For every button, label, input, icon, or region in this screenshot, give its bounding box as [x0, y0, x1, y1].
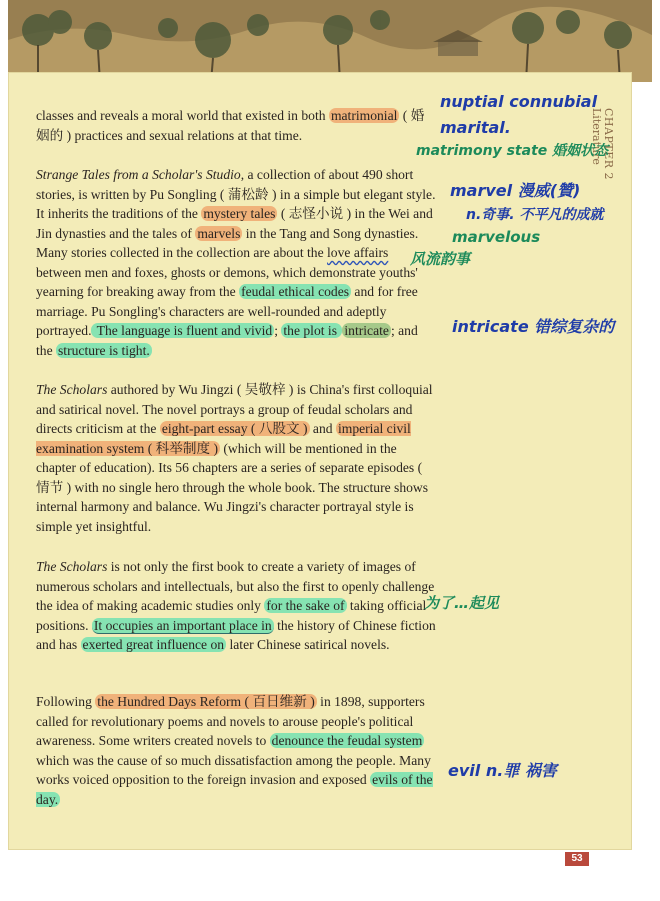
text-run: is not only the first book to create a variety of images of numerous scholars and intellectuals, but also the first to openly challenge the idea of making academic studies only	[36, 559, 435, 613]
text-run: between men and foxes, ghosts or demons, which demonstrate youths' yearning for breaking away from the	[36, 264, 418, 299]
handwritten-note-evil: evil n.罪 祸害	[448, 761, 557, 780]
handwritten-note-marvel: marvel 漫威(贊)	[450, 181, 581, 200]
text-run: ; and the	[36, 323, 418, 358]
header-painting-banner	[8, 0, 652, 82]
handwritten-note-for-the-sake-of: 为了…起见	[424, 594, 500, 612]
highlight-feudal-ethical-codes: feudal ethical codes	[241, 284, 350, 299]
book-title: The Scholars	[36, 559, 108, 574]
highlight-evils-of-the-day: evils of the day.	[36, 772, 433, 807]
highlight-intricate: intricate	[344, 323, 389, 338]
text-run: in the Tang and Song dynasties. Many stories collected in the collection are about the	[36, 225, 419, 260]
highlight-plot: the plot is	[283, 323, 341, 338]
text-run: authored by Wu Jingzi ( 吴敬梓 ) is China's first colloquial and satirical novel. The novel portrays a group of feudal scholars and directs criticism at the	[36, 382, 433, 436]
handwritten-note-marital: marital.	[440, 118, 511, 137]
highlight-imperial-exam: imperial civil examination system ( 科举制度 )	[36, 421, 411, 456]
text-run: classes and reveals a moral world that existed in both	[36, 108, 329, 123]
text-run: ( 婚姻的 ) practices and sexual relations at that time.	[36, 108, 425, 143]
text-run: (which will be mentioned in the chapter of education). Its 56 chapters are a series of separate episodes ( 情节 ) with no single hero through the whole book. The structure shows internal harmony and balance. Wu Jingzi's character portrayal style is simple yet insightful.	[36, 440, 429, 534]
handwritten-note-intricate: intricate 错综复杂的	[452, 317, 615, 336]
underline-love-affairs: love affairs	[327, 245, 389, 260]
text-run: ;	[274, 323, 282, 338]
text-run: and for free marriage. Pu Songling's characters are well-rounded and adeptly portrayed.	[36, 284, 418, 338]
text-run: later Chinese satirical novels.	[226, 637, 390, 652]
page-number-badge: 53	[565, 852, 589, 866]
chapter-label: CHAPTER 2	[602, 108, 615, 180]
text-run: in 1898, supporters called for revolutionary poems and novels to arouse people's political awareness. Some writers created novels to	[36, 694, 425, 748]
highlight-marvels: marvels	[197, 225, 241, 241]
highlight-structure-tight: structure is tight.	[58, 342, 150, 358]
highlight-eight-part-essay: eight-part essay ( 八股文 )	[161, 421, 308, 436]
handwritten-note-marvel-meaning: n.奇事. 不平凡的成就	[466, 207, 604, 223]
text-run: ( 志怪小说 ) in the Wei and Jin dynasties and the tales of	[36, 206, 433, 241]
chapter-section-label: Literature	[590, 108, 603, 165]
highlight-important-place: It occupies an important place in	[93, 617, 272, 633]
paragraph-the-scholars-1	[36, 380, 436, 536]
handwritten-note-nuptial: nuptial connubial	[440, 92, 598, 111]
paragraph-strange-tales	[36, 165, 436, 360]
highlight-matrimonial: matrimonial	[330, 108, 398, 123]
book-title: The Scholars	[36, 382, 108, 397]
landscape-painting-illustration	[8, 0, 652, 82]
highlight-hundred-days-reform: the Hundred Days Reform ( 百日维新 )	[97, 694, 315, 709]
book-title: Strange Tales from a Scholar's Studio	[36, 167, 241, 182]
text-run: Following	[36, 694, 96, 709]
text-run: which was the cause of so much dissatisfaction among the people. Many works voiced opposition to the foreign invasion and exposed	[36, 752, 431, 787]
highlight-exerted-influence: exerted great influence on	[82, 637, 225, 652]
text-run: and	[309, 421, 336, 436]
highlight-language-fluent: The language is fluent and vivid	[93, 323, 273, 338]
highlight-mystery-tales: mystery tales	[203, 206, 276, 221]
paragraph-intro	[36, 106, 436, 145]
highlight-for-the-sake-of: for the sake of	[266, 598, 345, 613]
paragraph-the-scholars-2	[36, 557, 436, 655]
highlight-denounce-feudal: denounce the feudal system	[271, 733, 423, 748]
handwritten-note-matrimony-state: matrimony state 婚姻状态	[416, 143, 609, 159]
text-run: taking official positions.	[36, 598, 427, 633]
handwritten-note-marvelous: marvelous	[452, 228, 541, 246]
paragraph-hundred-days	[36, 692, 436, 809]
text-run: , a collection of about 490 short stories, is written by Pu Songling ( 蒲松龄 ) in a simple but elegant style. It inherits the traditions of the	[36, 167, 436, 221]
handwritten-note-love-affairs: 风流韵事	[410, 250, 471, 268]
text-run: the history of Chinese fiction and has	[36, 617, 436, 652]
